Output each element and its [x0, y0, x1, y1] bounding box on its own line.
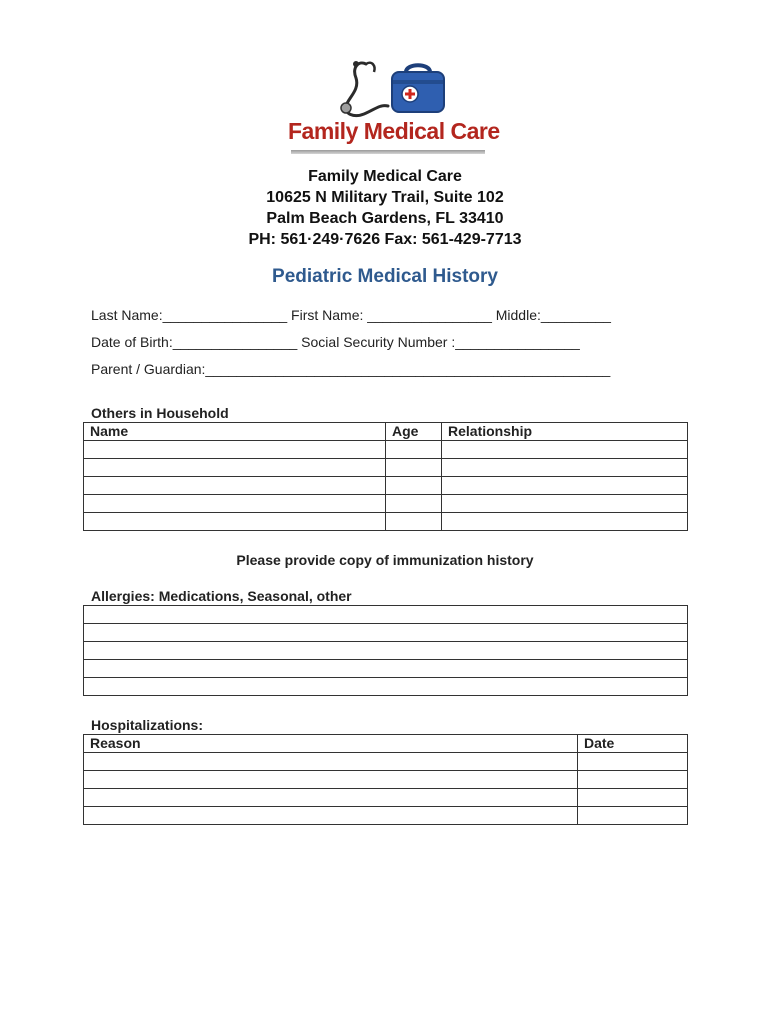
clinic-phone-fax: PH: 561·249·7626 Fax: 561-429-7713 — [248, 231, 522, 248]
table-row — [84, 807, 688, 825]
name-cell[interactable] — [84, 477, 386, 495]
table-row — [84, 753, 688, 771]
clinic-street: 10625 N Military Trail, Suite 102 — [266, 189, 504, 206]
clinic-address — [0, 166, 770, 250]
age-cell[interactable] — [386, 513, 442, 531]
clinic-city: Palm Beach Gardens, FL 33410 — [266, 210, 504, 227]
hospitalizations-table — [83, 734, 688, 825]
household-label: Others in Household — [91, 405, 229, 421]
name-cell[interactable] — [84, 513, 386, 531]
name-cell[interactable] — [84, 459, 386, 477]
allergy-cell[interactable] — [84, 660, 688, 678]
logo-underline — [291, 150, 485, 154]
reason-cell[interactable] — [84, 753, 578, 771]
household-table — [83, 422, 688, 531]
column-header-relationship: Relationship — [442, 423, 688, 441]
reason-cell[interactable] — [84, 807, 578, 825]
column-header-age: Age — [386, 423, 442, 441]
relationship-cell[interactable] — [442, 441, 688, 459]
table-row — [84, 624, 688, 642]
column-header-name: Name — [84, 423, 386, 441]
age-cell[interactable] — [386, 495, 442, 513]
column-header-date: Date — [578, 735, 688, 753]
date-cell[interactable] — [578, 771, 688, 789]
relationship-cell[interactable] — [442, 513, 688, 531]
form-title: Pediatric Medical History — [272, 266, 498, 287]
allergies-table — [83, 605, 688, 696]
clinic-logo — [288, 58, 500, 162]
name-cell[interactable] — [84, 441, 386, 459]
allergies-label: Allergies: Medications, Seasonal, other — [91, 588, 352, 604]
age-cell[interactable] — [386, 459, 442, 477]
relationship-cell[interactable] — [442, 477, 688, 495]
table-row — [84, 495, 688, 513]
age-cell[interactable] — [386, 441, 442, 459]
dob-ssn-fields[interactable]: Date of Birth:________________ Social Security Number :________________ — [91, 334, 580, 350]
table-row — [84, 477, 688, 495]
date-cell[interactable] — [578, 753, 688, 771]
allergy-cell[interactable] — [84, 624, 688, 642]
table-row — [84, 606, 688, 624]
hospitalizations-label: Hospitalizations: — [91, 717, 204, 733]
table-header-row — [84, 423, 688, 441]
immunization-notice: Please provide copy of immunization history — [236, 552, 534, 568]
table-row — [84, 642, 688, 660]
table-row — [84, 771, 688, 789]
name-cell[interactable] — [84, 495, 386, 513]
age-cell[interactable] — [386, 477, 442, 495]
relationship-cell[interactable] — [442, 495, 688, 513]
allergy-cell[interactable] — [84, 678, 688, 696]
guardian-field[interactable]: Parent / Guardian:____________________________________________________ — [91, 361, 611, 377]
medical-bag-stethoscope-icon — [288, 58, 488, 120]
date-cell[interactable] — [578, 807, 688, 825]
table-row — [84, 789, 688, 807]
date-cell[interactable] — [578, 789, 688, 807]
clinic-name: Family Medical Care — [308, 168, 462, 185]
reason-cell[interactable] — [84, 771, 578, 789]
table-row — [84, 513, 688, 531]
table-row — [84, 459, 688, 477]
logo-wordmark: Family Medical Care — [288, 118, 500, 144]
allergy-cell[interactable] — [84, 642, 688, 660]
column-header-reason: Reason — [84, 735, 578, 753]
relationship-cell[interactable] — [442, 459, 688, 477]
table-header-row — [84, 735, 688, 753]
allergy-cell[interactable] — [84, 606, 688, 624]
table-row — [84, 660, 688, 678]
table-row — [84, 678, 688, 696]
table-row — [84, 441, 688, 459]
reason-cell[interactable] — [84, 789, 578, 807]
patient-name-fields[interactable]: Last Name:________________ First Name: ________________ Middle:_________ — [91, 307, 611, 323]
